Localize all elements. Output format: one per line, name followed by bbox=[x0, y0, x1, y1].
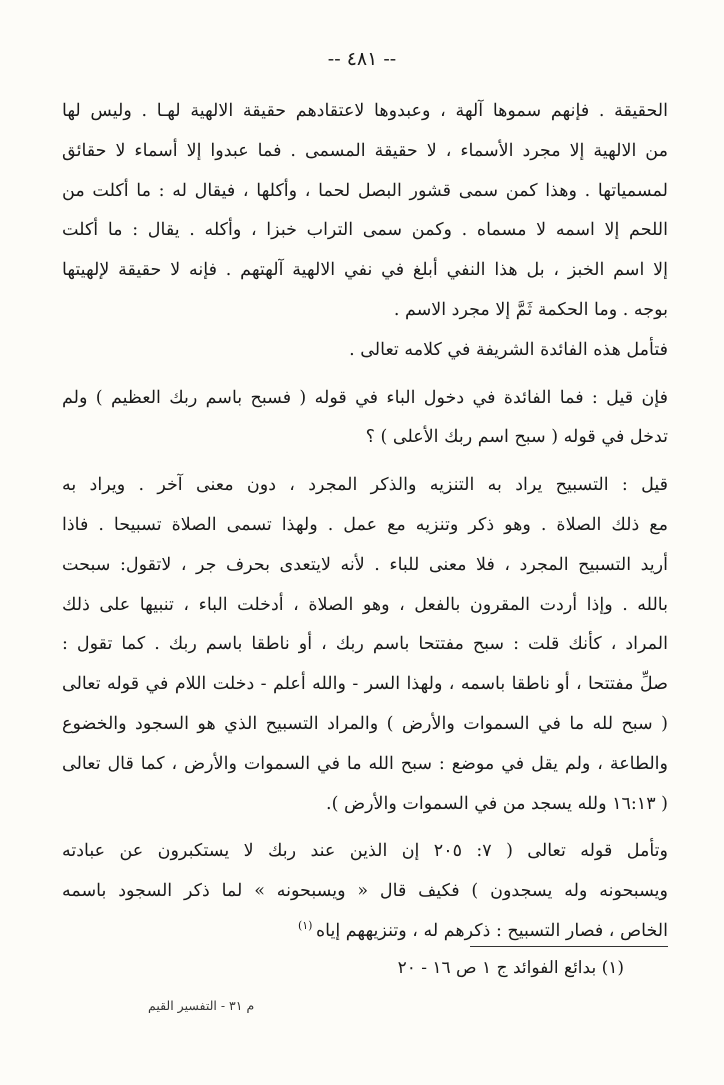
text-line: والطاعة ، ولم يقل في موضع : سبح الله ما في السموات والأرض ، كما قال تعالى bbox=[62, 753, 668, 774]
footnote-separator bbox=[470, 946, 668, 947]
paragraph-gap bbox=[62, 458, 668, 466]
text-line: الحقيقة . فإنهم سموها آلهة ، وعبدوها لاعتقادهم حقيقة الالهية لهـا . وليس لها bbox=[62, 101, 668, 121]
text-line: إلا اسم الخبز ، بل هذا النفي أبلغ في نفي الالهية آلهتهم . فإنه لا حقيقة لإلهيتها bbox=[62, 260, 668, 281]
text-line: اللحم إلا اسمه لا مسماه . وكمن سمى التراب خبزا ، وأكله . يقال : ما أكلت bbox=[62, 220, 668, 241]
text-line: بالله . وإذا أردت المقرون بالفعل ، وهو الصلاة ، أدخلت الباء ، تنبيها على ذلك bbox=[62, 594, 668, 615]
text-line: صلِّ مفتتحا ، أو ناطقا باسمه ، ولهذا السر - والله أعلم - دخلت اللام في قوله تعالى bbox=[62, 674, 668, 695]
signature-line: م ٣١ - التفسير القيم bbox=[148, 998, 255, 1013]
text-line: ( ١٦:١٣ ولله يسجد من في السموات والأرض ). bbox=[326, 793, 668, 814]
page-number: -- ٤٨١ -- bbox=[327, 48, 397, 70]
paragraph-gap bbox=[62, 824, 668, 832]
body-text bbox=[62, 92, 668, 952]
text-line: لمسمياتها . وهذا كمن سمى قشور البصل لحما ، وأكلها ، فيقال له : ما أكلت من bbox=[62, 180, 668, 201]
footnote: (١) بدائع الفوائد ج ١ ص ١٦ - ٢٠ bbox=[397, 958, 624, 978]
footnote-marker: (١) bbox=[297, 919, 316, 933]
text-line: وتأمل قوله تعالى ( ٧: ٢٠٥ إن الذين عند ربك لا يستكبرون عن عبادته bbox=[62, 841, 668, 862]
text-line: تدخل في قوله ( سبح اسم ربك الأعلى ) ؟ bbox=[365, 427, 668, 448]
text-line: من الالهية إلا مجرد الأسماء ، لا حقيقة المسمى . فما عبدوا إلا أسماء لا حقائق bbox=[62, 140, 668, 161]
text-line: ويسبحونه وله يسجدون ) فكيف قال « ويسبحونه » لما ذكر السجود باسمه bbox=[62, 881, 668, 902]
text-line: بوجه . وما الحكمة ثَمَّ إلا مجرد الاسم . bbox=[393, 299, 668, 320]
text-line: قيل : التسبيح يراد به التنزيه والذكر المجرد ، دون معنى آخر . ويراد به bbox=[62, 475, 668, 496]
text-line: أريد التسبيح المجرد ، فلا معنى للباء . لأنه لايتعدى بحرف جر ، لاتقول: سبحت bbox=[62, 554, 668, 575]
text-line: فتأمل هذه الفائدة الشريفة في كلامه تعالى . bbox=[349, 339, 668, 360]
text-line: فإن قيل : فما الفائدة في دخول الباء في قوله ( فسبح باسم ربك العظيم ) ولم bbox=[62, 387, 668, 408]
text-line: المراد ، كأنك قلت : سبح مفتتحا باسم ربك ، أو ناطقا باسم ربك . كما تقول : bbox=[62, 634, 668, 655]
text-line: ( سبح لله ما في السموات والأرض ) والمراد التسبيح الذي هو السجود والخضوع bbox=[62, 713, 668, 734]
text-line: الخاص ، فصار التسبيح : ذكرهم له ، وتنزيههم إياه $^{(١)}$ bbox=[297, 919, 668, 941]
text-line: مع ذلك الصلاة . وهو ذكر وتنزيه مع عمل . ولهذا تسمى الصلاة تسبيحا . فاذا bbox=[62, 514, 668, 535]
paragraph-gap bbox=[62, 371, 668, 379]
